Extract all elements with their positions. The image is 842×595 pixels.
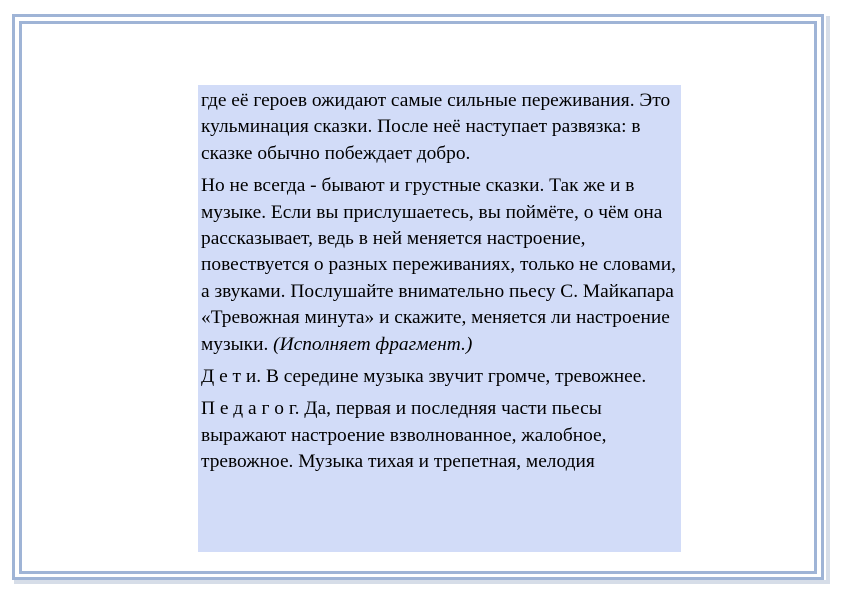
- paragraph-2-text: Но не всегда - бывают и грустные сказки. Так же и в музыке. Если вы прислушаетесь, вы поймёте, о чём она рассказывает, ведь в ней меняется настроение, повествуется о разных переживаниях, только не словами, а звуками. Послушайте внимательно пьесу С. Майкапара «Тревожная минута» и скажите, меняется ли настроение музыки.: [201, 175, 676, 355]
- frame-shadow-right: [826, 16, 830, 583]
- frame-shadow-bottom: [14, 580, 830, 584]
- paragraph-1-text: где её героев ожидают самые сильные переживания. Это кульминация сказки. После неё наступает развязка: в сказке обычно побеждает добро.: [201, 90, 671, 164]
- paragraph-3: [201, 364, 677, 390]
- speaker-children: Д е т и.: [201, 366, 262, 388]
- paragraph-4: [201, 396, 677, 475]
- stage-direction: (Исполняет фрагмент.): [273, 333, 473, 355]
- paragraph-3-text: В середине музыка звучит громче, тревожнее.: [265, 366, 647, 388]
- text-box: [198, 85, 681, 552]
- paragraph-1: [201, 88, 677, 167]
- speaker-teacher: П е д а г о г.: [201, 398, 300, 420]
- paragraph-4-text: Да, первая и последняя части пьесы выражают настроение взволнованное, жалобное, тревожное. Музыка тихая и трепетная, мелодия: [201, 398, 607, 473]
- paragraph-2: [201, 173, 677, 358]
